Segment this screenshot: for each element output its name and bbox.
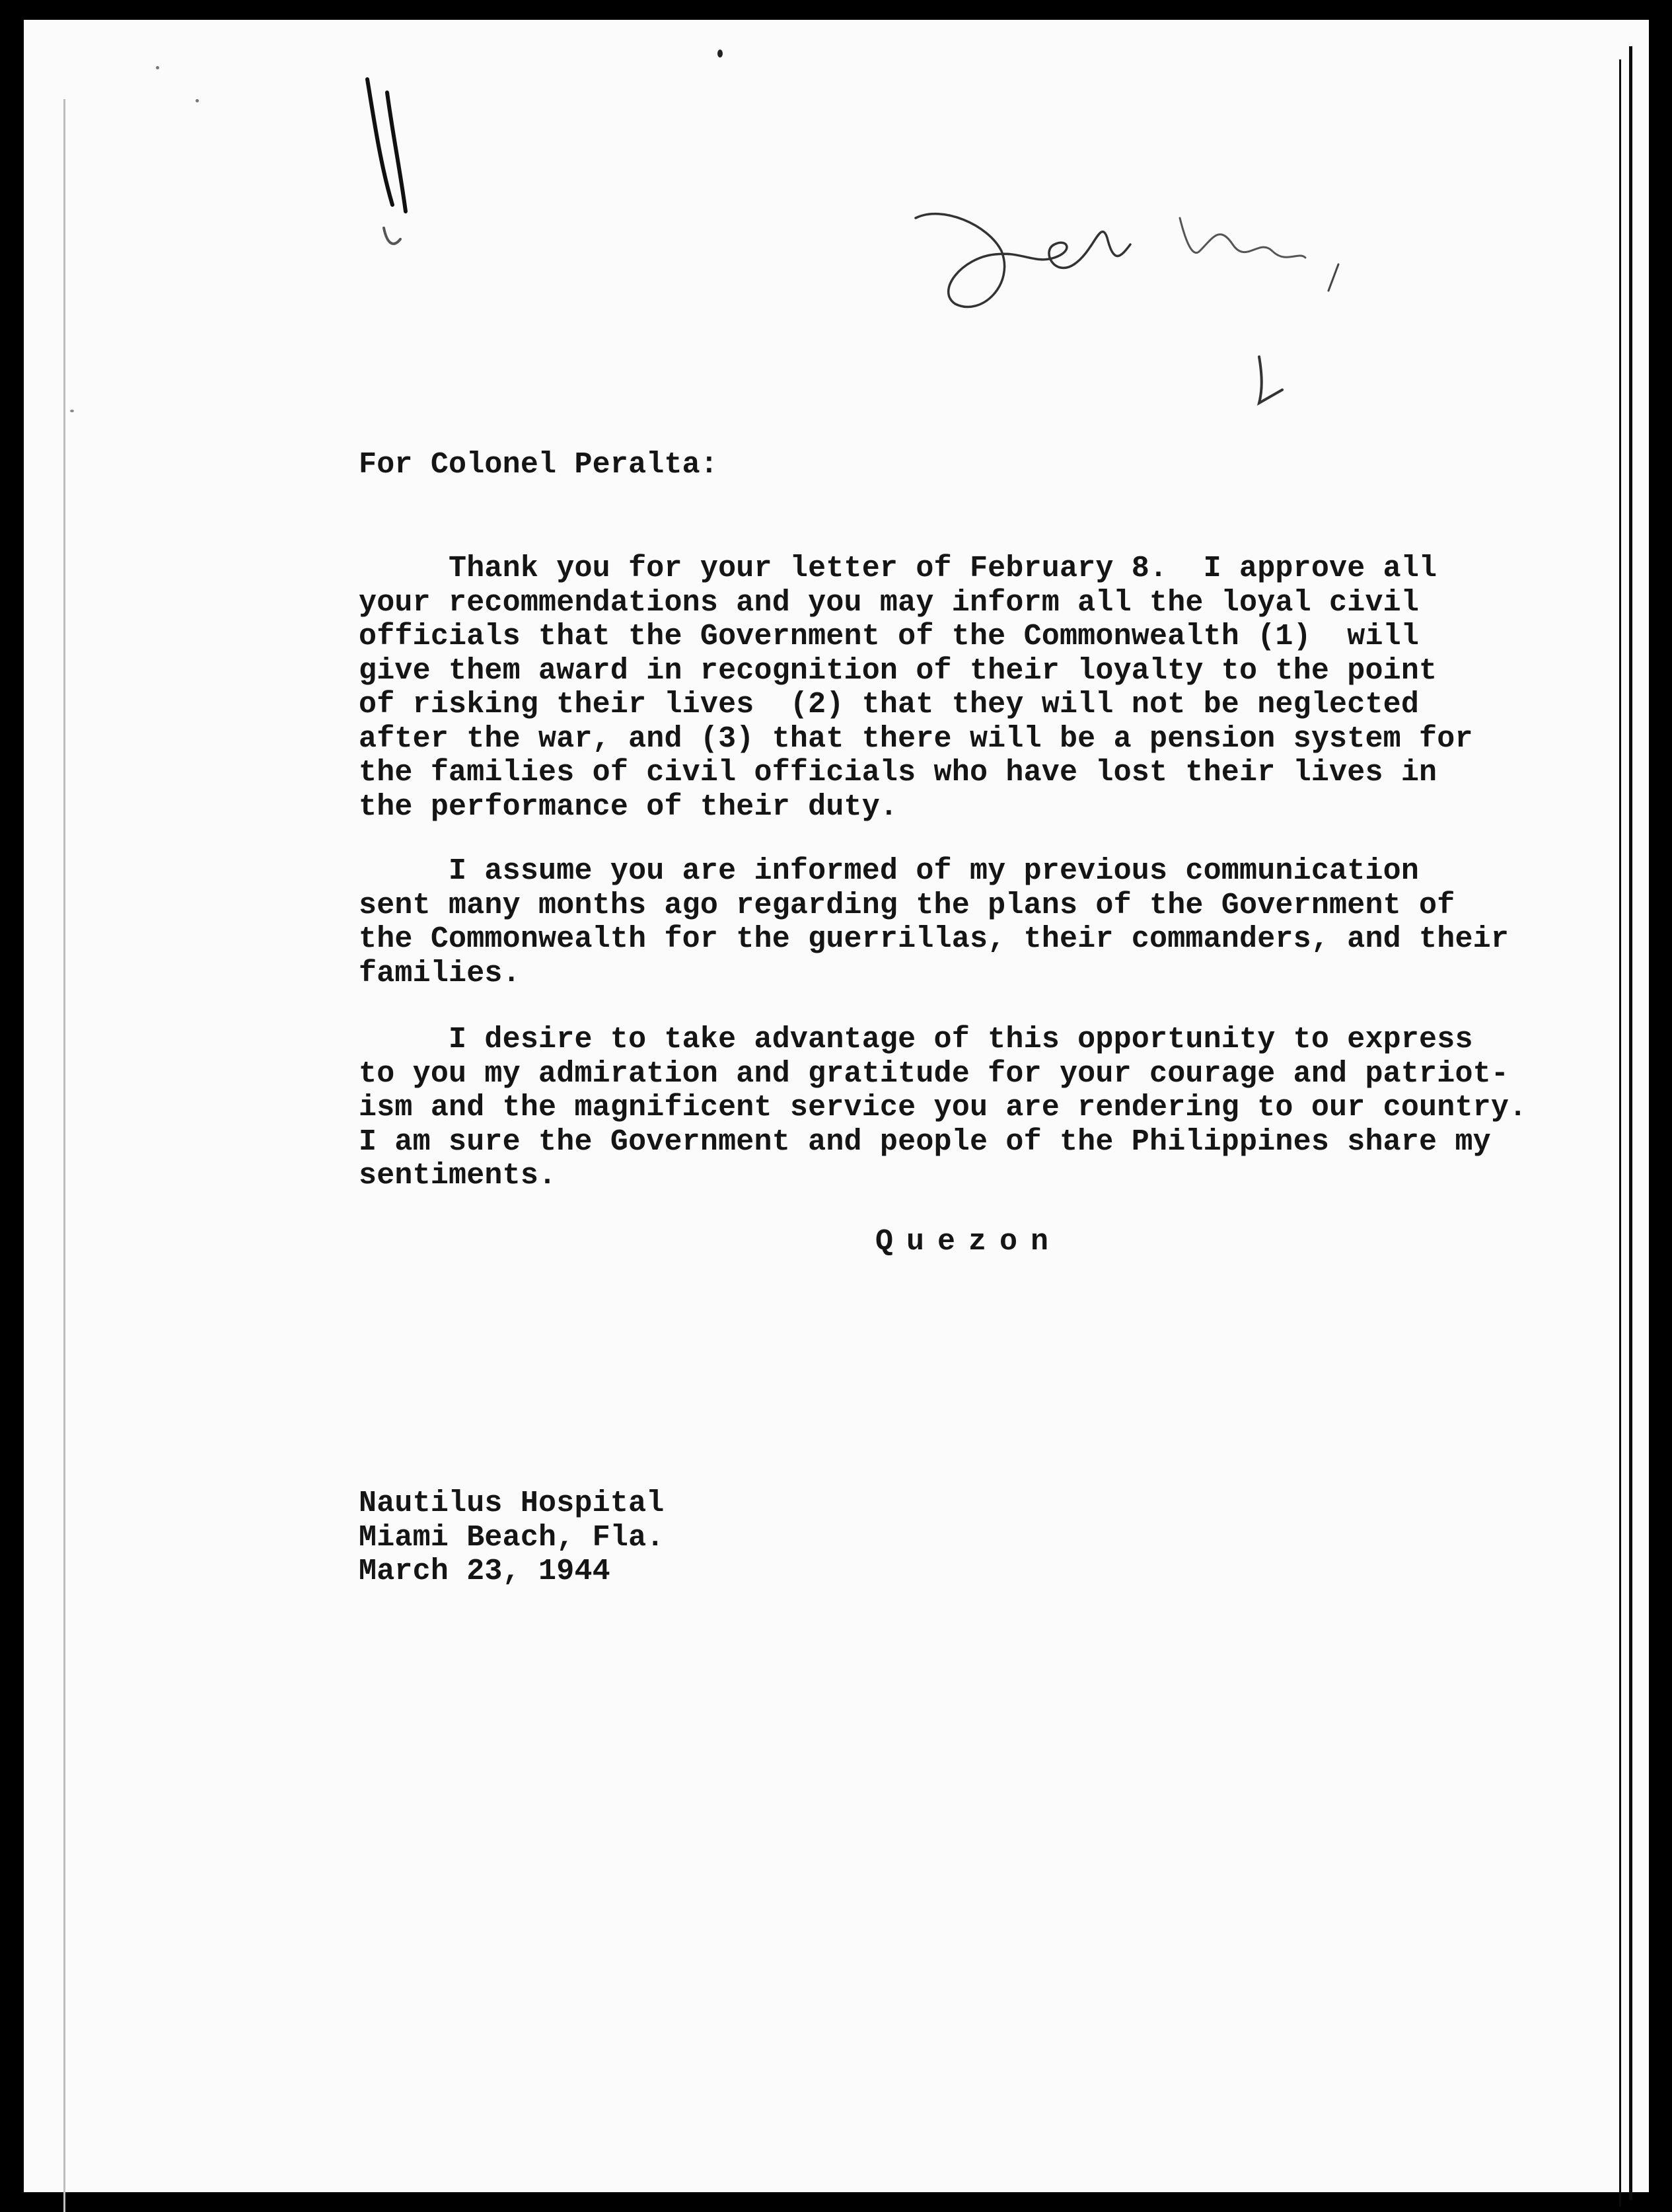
speck — [717, 50, 723, 57]
page-edge-right-inner — [1619, 59, 1621, 2207]
pencil-marks-icon — [341, 66, 473, 264]
signature: Quezon — [875, 1225, 1062, 1259]
page-edge-shadow — [63, 99, 65, 2212]
paragraph-1: Thank you for your letter of February 8. I approve all your recommendations and you may inform all the loyal civil officials that the Government of the Commonwealth (1) will give them award in recognition of their loyalty to the point of risking their lives (2) that they will not be neglected after the war, and (3) that there will be a pension system for the families of civil officials who have lost their lives in the performance of their duty. — [359, 552, 1473, 824]
speck — [70, 410, 74, 412]
page-edge-right — [1629, 46, 1632, 2200]
speck — [156, 66, 159, 69]
salutation: For Colonel Peralta: — [359, 448, 719, 482]
address-block: Nautilus Hospital Miami Beach, Fla. March 23, 1944 — [359, 1487, 665, 1588]
handwritten-annotation-icon — [902, 178, 1378, 443]
speck — [196, 99, 199, 102]
paragraph-2: I assume you are informed of my previous communication sent many months ago regarding the plans of the Government of the Commonwealth for the guerrillas, their commanders, and their families. — [359, 854, 1509, 990]
paragraph-3: I desire to take advantage of this opportunity to express to you my admiration and gratitude for your courage and patriot- ism and the magnificent service you are rendering to our country. I am sure the Government and people of the Philippines share my sentiments. — [359, 1023, 1527, 1193]
